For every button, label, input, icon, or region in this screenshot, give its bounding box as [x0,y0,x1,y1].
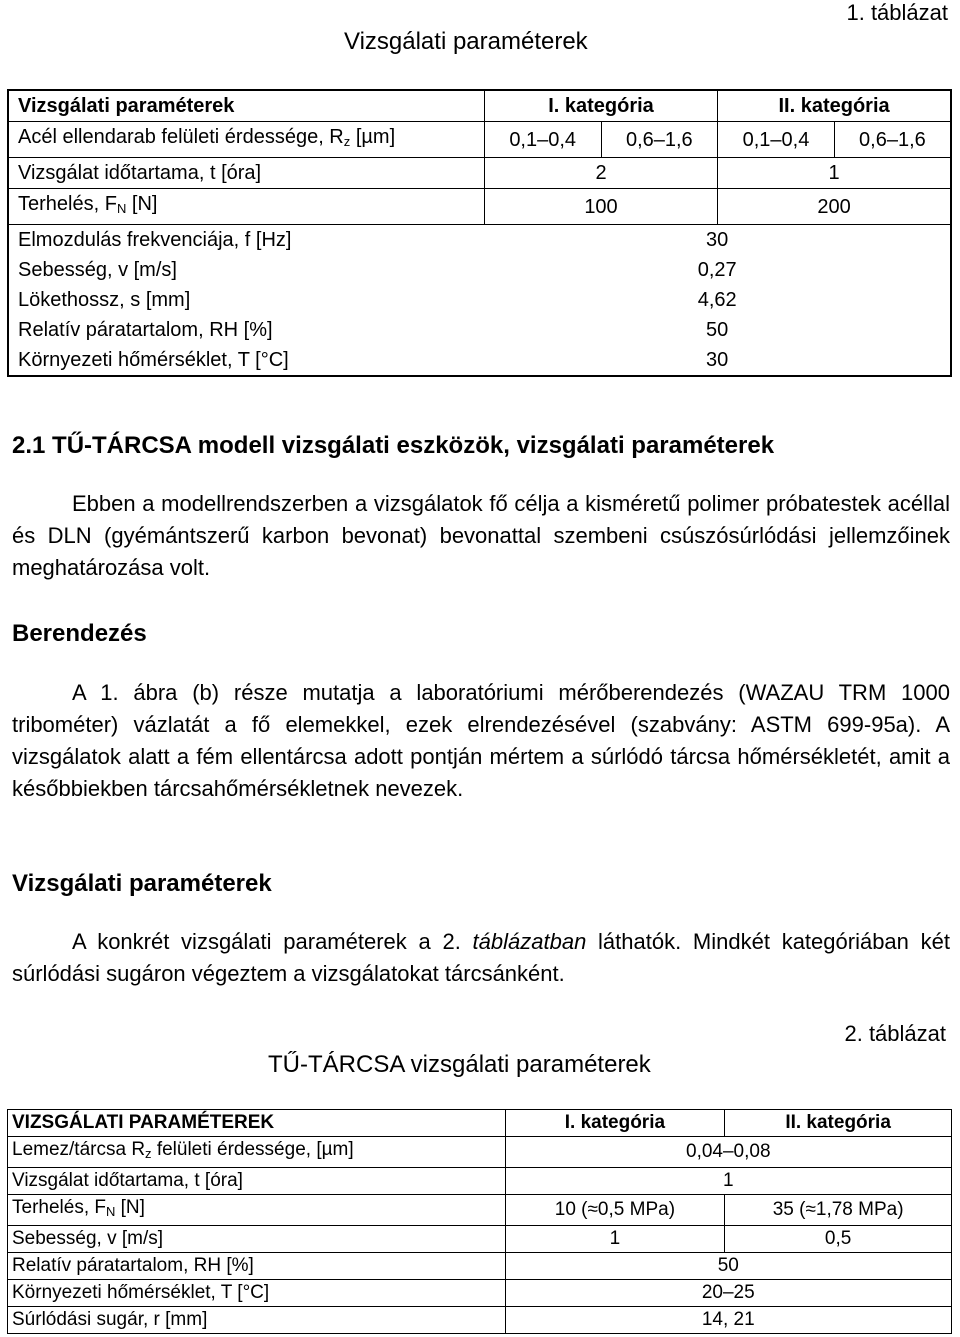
table1-title: Vizsgálati paraméterek [344,28,588,55]
table-row [8,345,951,376]
table-cell: 50 [505,1253,951,1280]
table-cell: 30 [706,349,729,371]
table2-temp-label: Környezeti hőmérséklet, T [°C] [8,1280,506,1307]
table2-header-row [8,1110,952,1137]
table-cell: 1 [718,158,951,189]
table-row [8,1226,952,1253]
table1-header-cat2: II. kategória [718,90,951,122]
table-row [8,225,951,256]
table-row [8,158,951,189]
table-cell: 0,27 [697,259,737,281]
table1 [7,89,952,377]
table-cell: 30 [706,229,729,251]
table-row [8,255,951,285]
table2 [7,1109,952,1334]
table-cell: 100 [484,189,717,225]
table2-number: 2. táblázat [844,1021,946,1046]
table-cell: 50 [706,319,729,341]
table-cell: 10 (≈0,5 MPa) [505,1195,725,1226]
table1-header-cat1: I. kategória [484,90,717,122]
table-cell: 0,1–0,4 [718,122,835,158]
table-row [8,1168,952,1195]
table-row [8,122,951,158]
table1-temp-label: Környezeti hőmérséklet, T [°C] [18,349,289,371]
table-row [8,285,951,315]
table1-header-row [8,90,951,122]
section-heading: 2.1 TŰ-TÁRCSA modell vizsgálati eszközök, vizsgálati paraméterek [12,432,775,459]
table2-humidity-label: Relatív páratartalom, RH [%] [8,1253,506,1280]
table1-header-param: Vizsgálati paraméterek [18,95,235,117]
table-row [8,189,951,225]
table1-speed-label: Sebesség, v [m/s] [18,259,177,281]
table-cell: 0,1–0,4 [484,122,601,158]
table-row [8,1195,952,1226]
table-cell: 1 [505,1226,725,1253]
table-cell: 35 (≈1,78 MPa) [725,1195,952,1226]
table-row [8,1280,952,1307]
table2-speed-label: Sebesség, v [m/s] [8,1226,506,1253]
table2-load-label: Terhelés, $F_N$ [N] [8,1195,506,1226]
table1-humidity-label: Relatív páratartalom, RH [%] [18,319,273,341]
table1-stroke-label: Lökethossz, s [mm] [18,289,191,311]
table2-title: TŰ-TÁRCSA vizsgálati paraméterek [268,1051,651,1078]
table2-header-cat2: II. kategória [725,1110,952,1137]
equipment-heading: Berendezés [12,620,147,647]
table-row [8,1137,952,1168]
table-row [8,315,951,345]
table-cell: 4,62 [697,289,737,311]
table-cell: 20–25 [505,1280,951,1307]
table1-number: 1. táblázat [846,0,948,25]
table2-roughness-label: Lemez/tárcsa $R_z$ felületi érdessége, [µm] [8,1137,506,1168]
table-cell: 2 [484,158,717,189]
table2-header-cat1: I. kategória [505,1110,725,1137]
params-heading: Vizsgálati paraméterek [12,870,272,897]
table2-radius-label: Súrlódási sugár, r [mm] [8,1307,506,1334]
table1-freq-label: Elmozdulás frekvenciája, f [Hz] [18,229,292,251]
table2-duration-label: Vizsgálat időtartama, t [óra] [8,1168,506,1195]
table1-duration-label: Vizsgálat időtartama, t [óra] [18,162,262,184]
table-cell: 200 [718,189,951,225]
table-row [8,1253,952,1280]
table-cell: 0,6–1,6 [834,122,951,158]
table-cell: 0,6–1,6 [601,122,718,158]
table2-header-param: VIZSGÁLATI PARAMÉTEREK [8,1110,506,1137]
table-cell: 1 [505,1168,951,1195]
params-paragraph: A konkrét vizsgálati paraméterek a 2. táblázatban láthatók. Mindkét kategóriában két súrlódási sugáron végeztem a vizsgálatokat tárcsánként. [12,929,950,986]
table1-load-label: Terhelés, $F_N$ [N] [18,193,158,216]
equipment-paragraph: A 1. ábra (b) része mutatja a laboratóriumi mérőberendezés (WAZAU TRM 1000 tribométer) vázlatát a fő elemekkel, ezek elrendezésével (szabvány: ASTM 699-95a). A vizsgálatok alatt a fém ellentárcsa adott pontján mértem a súrlódó tárcsa hőmérsékletét, amit a későbbiekben tárcsahőmérsékletnek nevezek. [12,680,950,801]
intro-paragraph: Ebben a modellrendszerben a vizsgálatok fő célja a kisméretű polimer próbatestek acéllal és DLN (gyémántszerű karbon bevonat) bevonattal szembeni csúszósúrlódási jellemzőinek meghatározása volt. [12,491,950,580]
table-cell: 0,5 [725,1226,952,1253]
table-row [8,1307,952,1334]
table-cell: 0,04–0,08 [505,1137,951,1168]
table1-roughness-label: Acél ellendarab felületi érdessége, $R_z$ [µm] [18,126,396,149]
table-cell: 14, 21 [505,1307,951,1334]
